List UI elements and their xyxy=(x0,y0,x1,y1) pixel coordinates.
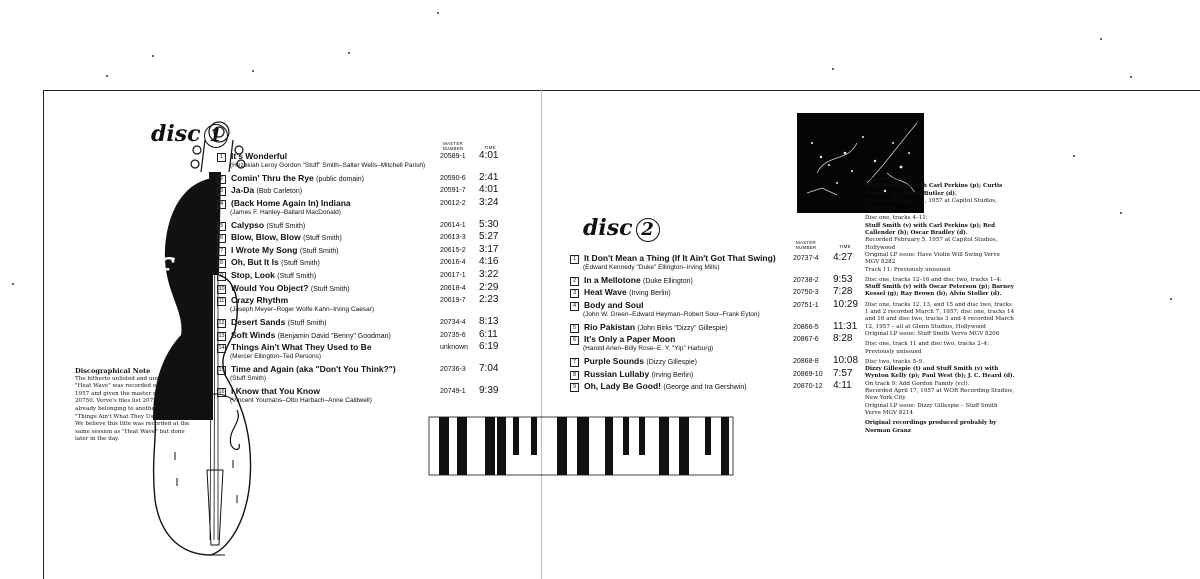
track-number: 1 xyxy=(570,255,579,264)
scan-speck xyxy=(12,283,14,285)
credit-line: Recorded February 5, 1957 at Capitol Studios, Hollywood xyxy=(865,237,998,251)
track-master-number: 20868-8 xyxy=(793,357,819,365)
credit-line: Disc one, tracks 4–11: xyxy=(865,215,928,222)
track-time: 4:11 xyxy=(833,380,852,392)
track-row xyxy=(217,220,305,232)
disc1-label: disc xyxy=(151,121,201,147)
track-number: 2 xyxy=(570,277,579,286)
disc2-master-header: MASTER NUMBER xyxy=(795,240,817,250)
track-number: 3 xyxy=(217,187,226,196)
credit-line: Disc one, tracks 12–16 and disc two, tracks 1–4: xyxy=(865,276,1002,283)
track-number: 5 xyxy=(217,222,226,231)
track-number: 13 xyxy=(218,332,225,339)
track-title: It's Wonderful xyxy=(231,151,288,161)
scan-speck xyxy=(832,68,834,70)
track-title: Body and Soul xyxy=(584,299,644,310)
track-row xyxy=(217,386,320,397)
track-title: Calypso xyxy=(231,219,265,230)
track-credit: (Joseph Meyer–Roger Wolfe Kahn–Irving Caesar) xyxy=(230,306,375,314)
track-title: I Wrote My Song xyxy=(231,244,298,255)
track-row xyxy=(570,287,671,299)
scan-speck xyxy=(152,55,154,57)
credit-line: Stuff Smith (v) with Oscar Peterson (p); Barney Kessel (g); Ray Brown (b); Alvin Stoller (d). xyxy=(865,284,1014,298)
track-credit: (Harold Arlen–Billy Rose–E. Y. "Yip" Harburg) xyxy=(583,345,714,353)
track-row xyxy=(217,151,287,162)
track-title: Crazy Rhythm xyxy=(231,295,289,306)
credit-line: Disc one, tracks 1–3: xyxy=(865,176,925,182)
track-master-number: 20619-7 xyxy=(440,297,466,305)
track-row xyxy=(570,356,697,368)
track-time: 11:31 xyxy=(833,320,858,332)
track-master-number: 20867-6 xyxy=(793,336,819,344)
track-title: It Don't Mean a Thing (If It Ain't Got That Swing) xyxy=(584,253,776,263)
track-row xyxy=(570,369,693,381)
track-row xyxy=(217,232,342,244)
track-composer: (George and Ira Gershwin) xyxy=(663,384,747,392)
track-number: 7 xyxy=(570,358,579,367)
track-composer: (Irving Berlin) xyxy=(651,371,694,379)
track-number: 1 xyxy=(217,153,226,162)
track-composer: (public domain) xyxy=(316,175,365,183)
credit-line: Original recordings produced probably by Norman Granz xyxy=(865,420,997,434)
note-heading: Discographical Note xyxy=(75,367,151,375)
track-number: 8 xyxy=(570,371,579,380)
track-master-number: 20615-2 xyxy=(440,246,466,254)
track-time: 2:23 xyxy=(479,294,499,306)
track-credit: (Edward Kennedy "Duke" Ellington–Irving Mills) xyxy=(583,264,720,271)
track-time: 4:16 xyxy=(479,256,499,268)
track-number: 8 xyxy=(217,259,226,268)
track-row xyxy=(570,381,747,393)
track-master-number: 20616-4 xyxy=(440,259,466,267)
track-time: 2:41 xyxy=(479,171,499,183)
center-fold xyxy=(541,90,542,579)
track-title: Oh, Lady Be Good! xyxy=(584,381,661,392)
credit-line: On track 9: Add Gordon Family (vcl). xyxy=(865,380,970,387)
track-time: 10:29 xyxy=(833,298,859,310)
track-title: Heat Wave xyxy=(584,287,627,298)
note-body: The hitherto unlisted and unissued "Heat Wave" was recorded on March 12, 1957 and given the master number 20750. Verve's files list 20750 as already belonging to another song, "Things Ain't What They Used to Be". We believe this title was recorded at the same session as "Heat Wave" but done later in the day. xyxy=(75,375,191,443)
track-title: Desert Sands xyxy=(231,316,286,327)
scan-speck xyxy=(252,70,254,72)
track-title: Rio Pakistan xyxy=(584,321,636,332)
track-master-number: 20869-10 xyxy=(793,370,823,378)
track-time: 9:53 xyxy=(833,273,853,285)
track-master-number: 20735-6 xyxy=(440,331,466,339)
track-title: Oh, But It Is xyxy=(231,257,279,268)
track-title: Russian Lullaby xyxy=(584,368,650,379)
credit-line: Dizzy Gillespie (t) and Stuff Smith (v) with Wynton Kelly (p); Paul West (b); J. C. Heard (d). xyxy=(865,366,1015,380)
track-master-number: 20613-3 xyxy=(440,234,466,242)
credit-line: Recorded April 17, 1957 at WOR Recording Studios, New York City xyxy=(865,388,1015,402)
track-time: 5:27 xyxy=(479,231,499,243)
track-time: 5:30 xyxy=(479,218,499,230)
track-number: 11 xyxy=(218,298,225,305)
track-master-number: 20750-3 xyxy=(793,289,819,297)
track-title: Would You Object? xyxy=(231,282,309,293)
track-number: 9 xyxy=(217,272,226,281)
track-master-number: 20734-4 xyxy=(440,318,466,326)
track-title: (Back Home Again In) Indiana xyxy=(231,197,351,208)
track-master-number: 20866-5 xyxy=(793,323,819,331)
track-credit: (John W. Green–Edward Heyman–Robert Sour–Frank Eyton) xyxy=(583,310,760,318)
track-time: 8:13 xyxy=(479,315,499,327)
scan-speck xyxy=(106,75,108,77)
track-composer: (Irving Berlin) xyxy=(629,290,671,298)
track-master-number: 20589-1 xyxy=(440,153,466,160)
credit-line: Stuff Smith (v) with Carl Perkins (p); Red Callender (b); Oscar Bradley (d). xyxy=(865,222,996,237)
credit-line: Disc two, tracks 5–9. xyxy=(865,358,925,365)
track-composer: (Stuff Smith) xyxy=(299,247,339,255)
track-composer: (Bob Carleton) xyxy=(256,188,303,196)
disc2-label: disc xyxy=(583,215,633,241)
violin-f-hole: f xyxy=(151,249,169,303)
track-master-number: 20614-1 xyxy=(440,221,466,229)
disc1-time-header: TIME xyxy=(484,145,496,150)
track-master-number: 20591-7 xyxy=(440,187,466,195)
track-row xyxy=(217,295,288,306)
track-composer: (Benjamin David "Benny" Goodman) xyxy=(277,332,391,340)
track-time: 6:19 xyxy=(479,341,499,353)
scan-speck xyxy=(1100,38,1102,40)
track-time: 6:11 xyxy=(479,328,498,340)
track-row xyxy=(217,257,320,269)
track-row xyxy=(570,300,644,311)
track-time: 9:39 xyxy=(479,384,499,396)
track-composer: (Stuff Smith) xyxy=(303,235,342,243)
track-composer: (Duke Ellington) xyxy=(643,277,693,285)
track-row xyxy=(570,322,728,334)
track-title: Purple Sounds xyxy=(584,355,644,366)
track-time: 2:29 xyxy=(479,281,499,293)
scan-speck xyxy=(437,12,439,14)
track-row xyxy=(570,253,776,264)
track-time: 4:27 xyxy=(833,252,853,263)
track-title: I Know that You Know xyxy=(231,385,320,396)
scan-speck xyxy=(1120,212,1122,214)
track-master-number: 20736-3 xyxy=(440,365,466,373)
scan-speck xyxy=(1073,155,1075,157)
track-title: Things Ain't What They Used to Be xyxy=(231,342,372,353)
track-time: 4:01 xyxy=(479,184,499,196)
track-title: Stop, Look xyxy=(231,270,275,280)
track-composer: (Stuff Smith) xyxy=(310,285,350,293)
credit-line: Original LP issue: Dizzy Gillespie – Stuff Smith Verve MGV 8214 xyxy=(865,402,998,416)
track-credit: (Mercer Ellington–Ted Persons) xyxy=(230,353,322,361)
track-number: 7 xyxy=(217,247,226,256)
track-row xyxy=(217,317,327,329)
track-number: 5 xyxy=(570,324,579,333)
track-row xyxy=(217,185,302,197)
track-row xyxy=(217,198,351,209)
track-row xyxy=(570,334,675,345)
track-number: 4 xyxy=(570,302,579,311)
track-title: Ja-Da xyxy=(231,185,255,196)
track-credit: (Hezekiah Leroy Gordon "Stuff" Smith–Salter Wells–Mitchell Parish) xyxy=(230,162,426,169)
track-number: 6 xyxy=(217,234,226,243)
track-title: Comin' Thru the Rye xyxy=(231,172,314,183)
track-number: 14 xyxy=(218,345,225,352)
track-number: 10 xyxy=(218,285,225,292)
disc2-time-header: TIME xyxy=(839,244,851,249)
credit-line: Disc one, tracks 12, 13, and 15 and disc two, tracks 1 and 2 recorded March 7, 1957; disc one, tracks 14 and 16 and disc two, tracks 3 and 4 recorded March 12, 1957 – all at Glenn Studios, Hollywood xyxy=(865,301,1015,330)
track-master-number: unknown xyxy=(440,344,469,352)
disc1-number: 1 xyxy=(204,124,228,148)
track-composer: (Stuff Smith) xyxy=(266,222,306,230)
disc1-title xyxy=(151,121,228,148)
track-row xyxy=(570,275,693,287)
track-credit: (James F. Hanley–Ballard MacDonald) xyxy=(230,208,341,216)
track-master-number: 20590-6 xyxy=(440,174,466,182)
track-row xyxy=(217,342,372,353)
track-credit: (Vincent Youmans–Otto Harbach–Anne Caldwell) xyxy=(230,396,372,404)
disc2-number: 2 xyxy=(636,218,660,242)
track-composer: (John Birks "Dizzy" Gillespie) xyxy=(637,324,728,332)
track-time: 7:28 xyxy=(833,286,853,298)
track-title: It's Only a Paper Moon xyxy=(584,334,676,345)
track-number: 6 xyxy=(570,336,579,345)
track-row xyxy=(217,270,316,282)
track-master-number: 20870-12 xyxy=(793,383,823,391)
scan-speck xyxy=(348,52,350,54)
track-time: 7:04 xyxy=(479,362,499,374)
credit-line: Recorded January 21, 1957 at Capitol Studios, Hollywood xyxy=(865,197,997,212)
track-master-number: 20749-1 xyxy=(440,387,466,395)
track-master-number: 20618-4 xyxy=(440,284,466,292)
credit-line: Track 11: Previously unissued xyxy=(865,266,951,273)
track-credit: (Stuff Smith) xyxy=(230,374,267,382)
credit-line: Stuff Smith (v) with Carl Perkins (p); Curtis Counce (b); Frank Butler (d). xyxy=(865,183,1003,197)
track-composer: (Stuff Smith) xyxy=(277,273,317,280)
track-row xyxy=(217,364,396,375)
track-time: 3:17 xyxy=(479,243,499,255)
track-title: Time and Again (aka "Don't You Think?") xyxy=(231,363,396,374)
track-row xyxy=(217,245,339,257)
track-title: Soft Winds xyxy=(231,329,276,340)
piano-keys-illustration xyxy=(427,415,735,477)
track-number: 12 xyxy=(218,319,225,326)
discographical-note xyxy=(75,368,191,444)
track-row xyxy=(217,283,350,295)
track-row xyxy=(217,330,391,342)
disc1-master-header: MASTER NUMBER xyxy=(442,141,464,151)
track-number: 3 xyxy=(570,289,579,298)
track-title: In a Mellotone xyxy=(584,274,641,285)
credit-line: Original LP issue: Stuff Smith Verve MGV 8206 xyxy=(865,330,1000,337)
track-number: 2 xyxy=(217,175,226,184)
track-master-number: 20617-1 xyxy=(440,272,466,279)
credit-line: Disc one, track 11 and disc two, tracks 2–4: Previously unissued xyxy=(865,341,989,355)
track-row xyxy=(217,173,364,185)
track-time: 10:08 xyxy=(833,354,859,366)
track-composer: (Stuff Smith) xyxy=(281,260,320,268)
track-number: 9 xyxy=(570,383,579,392)
track-time: 4:01 xyxy=(479,150,499,161)
track-time: 8:28 xyxy=(833,333,853,345)
track-number: 16 xyxy=(218,388,225,395)
track-title: Blow, Blow, Blow xyxy=(231,232,301,243)
track-number: 15 xyxy=(218,366,225,373)
session-credits xyxy=(865,176,1015,435)
track-time: 3:24 xyxy=(479,196,499,208)
credit-line: Original LP issue: Have Violin Will Swing Verve MGV 8282 xyxy=(865,251,1000,266)
track-master-number: 20612-2 xyxy=(440,199,466,207)
disc2-title xyxy=(583,215,660,242)
scan-speck xyxy=(1170,298,1172,300)
track-master-number: 20751-1 xyxy=(793,301,819,309)
track-number: 4 xyxy=(217,200,226,209)
track-time: 7:57 xyxy=(833,367,853,379)
track-composer: (Dizzy Gillespie) xyxy=(646,358,697,366)
track-time: 3:22 xyxy=(479,269,499,280)
track-composer: (Stuff Smith) xyxy=(287,319,327,327)
track-master-number: 20738-2 xyxy=(793,276,819,284)
scan-speck xyxy=(1130,76,1132,78)
track-master-number: 20737-4 xyxy=(793,255,819,262)
